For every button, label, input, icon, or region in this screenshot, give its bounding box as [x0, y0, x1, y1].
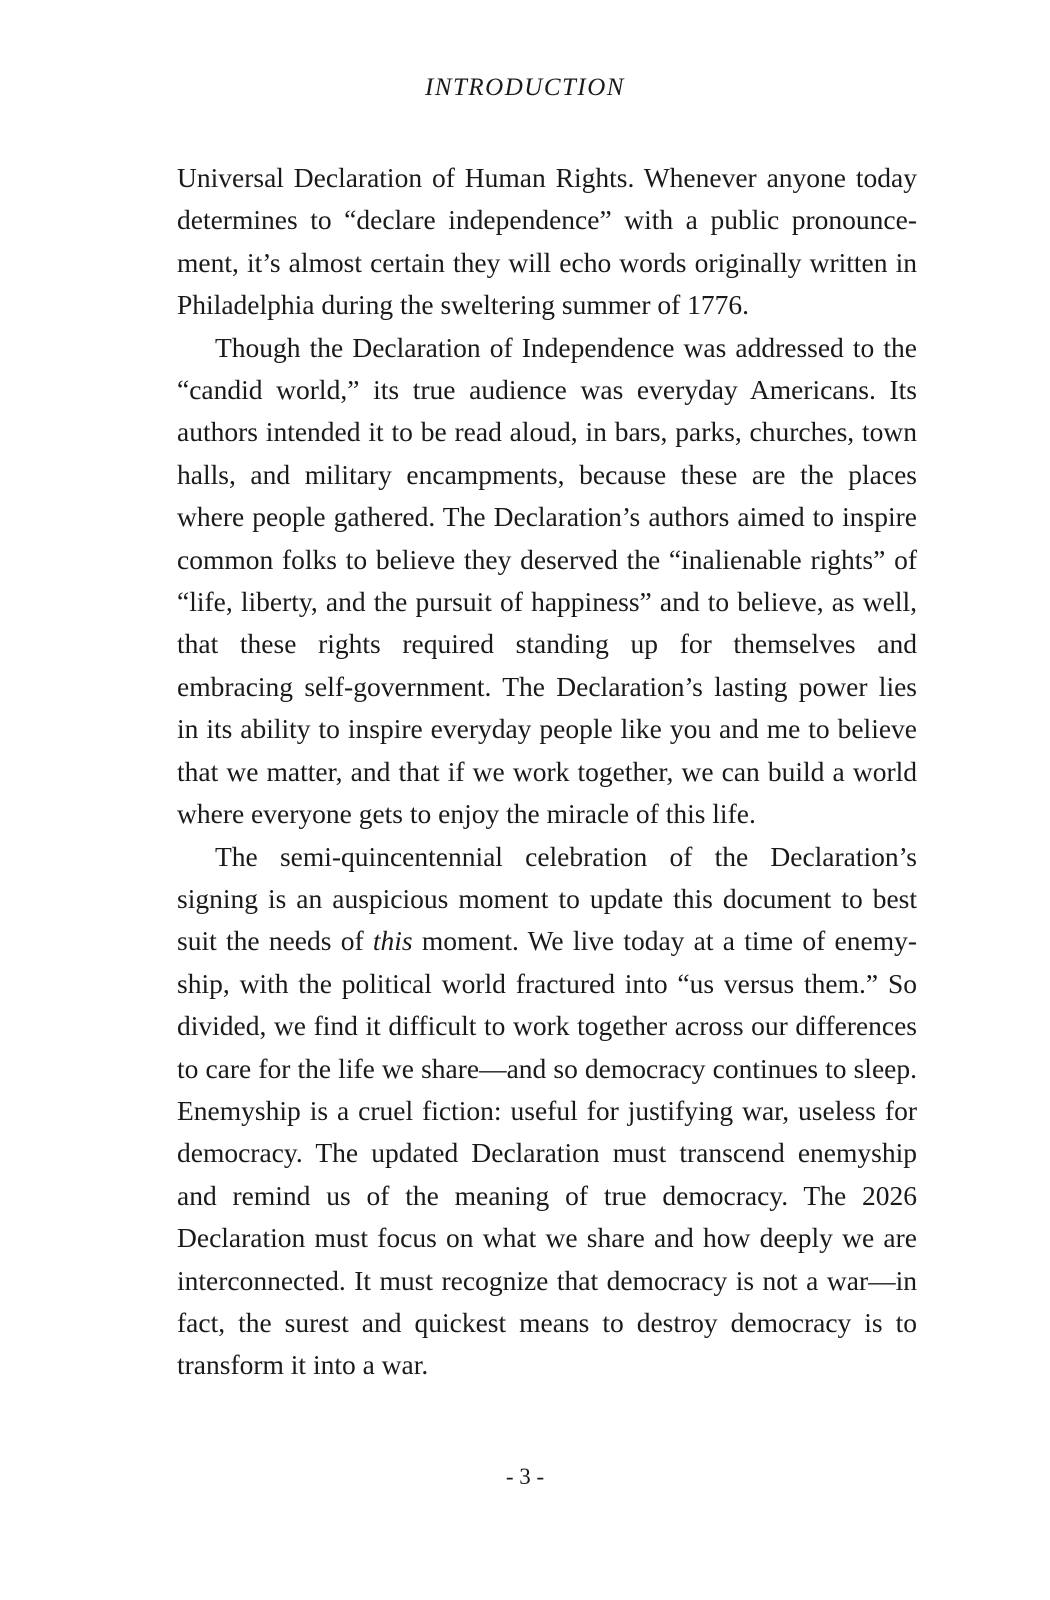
emphasis-this: this [372, 925, 413, 957]
page-number: - 3 - [505, 1464, 545, 1489]
paragraph-semi-quincentennial [177, 836, 917, 1387]
paragraph-declaration-audience: Though the Declaration of Independence was addressed to the “candid world,” its true audience was everyday Americans. Its authors intended it to be read aloud, in bars, parks, churches, town halls, and military encampments, because these are the places where people gathered. The Declaration’s authors aimed to inspire common folks to believe they deserved the “inalienable rights” of “life, liberty, and the pursuit of happiness” and to believe, as well, that these rights required standing up for themselves and embracing self-government. The Declaration’s lasting power lies in its ability to inspire everyday people like you and me to believe that we matter, and that if we work together, we can build a world where everyone gets to enjoy the miracle of this life. [177, 331, 917, 830]
body-text [177, 157, 917, 1387]
paragraph-continued: Universal Declaration of Human Rights. Whenever anyone today determines to “declare independence” with a public pronouncement, it’s almost certain they will echo words originally written in Philadelphia during the sweltering summer of 1776. [177, 162, 917, 321]
paragraph-text-start: The semi-quincentennial celebration of the Declaration’s signing is an auspicious moment to update this document to best suit the needs of [177, 840, 917, 957]
running-head: INTRODUCTION [425, 74, 625, 101]
paragraph-text-end: moment. We live today at a time of enemyship, with the political world fractured into “us versus them.” So divided, we find it difficult to work together across our differences to care for the life we share—and so democracy continues to sleep. Enemyship is a cruel fiction: useful for justifying war, useless for democracy. The updated Declaration must transcend enemyship and remind us of the meaning of true democracy. The 2026 Declaration must focus on what we share and how deeply we are interconnected. It must recognize that democracy is not a war—in fact, the surest and quickest means to destroy democracy is to transform it into a war. [177, 925, 917, 1381]
